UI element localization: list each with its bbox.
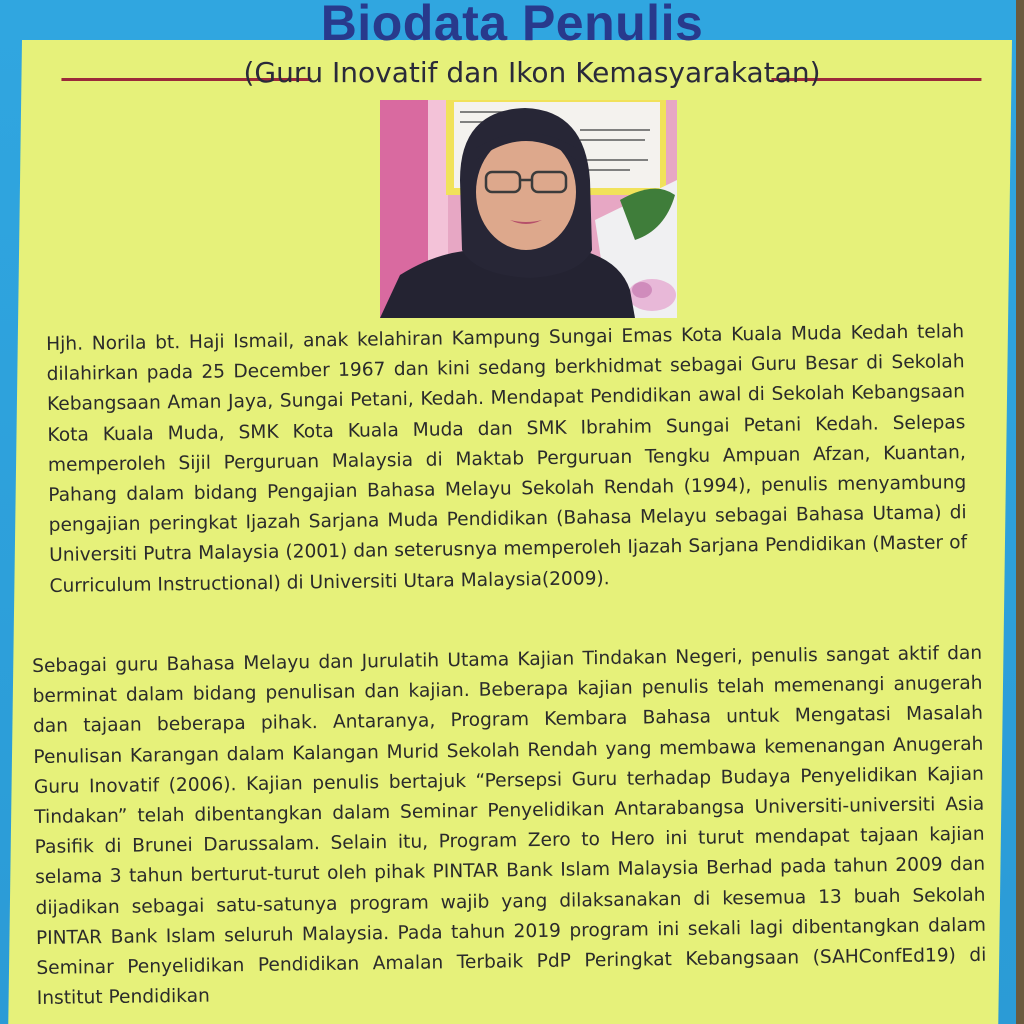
background-edge [1016, 0, 1024, 1024]
portrait-photo-icon [380, 100, 677, 318]
page-subtitle: (Guru Inovatif dan Ikon Kemasyarakatan) [243, 56, 821, 89]
biodata-paragraph-1: Hjh. Norila bt. Haji Ismail, anak kelahiran Kampung Sungai Emas Kota Kuala Muda Kedah telah dilahirkan pada 25 December 1967 dan kini sedang berkhidmat sebagai Guru Besar di Sekolah Kebangsaan Aman Jaya, Sungai Petani, Kedah. Mendapat Pendidikan awal di Sekolah Kebangsaan Kota Kuala Muda, SMK Kota Kuala Muda dan SMK Ibrahim Sungai Petani Kedah. Selepas memperoleh Sijil Perguruan Malaysia di Maktab Perguruan Tengku Ampuan Afzan, Kuantan, Pahang dalam bidang Pengajian Bahasa Melayu Sekolah Rendah (1994), penulis menyambung pengajian peringkat Ijazah Sarjana Muda Pendidikan (Bahasa Melayu sebagai Bahasa Utama) di Universiti Putra Malaysia (2001) dan seterusnya memperoleh Ijazah Sarjana Pendidikan (Master of Curriculum Instructional) di Universiti Utara Malaysia(2009). [46, 321, 968, 597]
author-photo [380, 100, 677, 318]
page-title: Biodata Penulis [320, 0, 704, 51]
biodata-paragraph-2: Sebagai guru Bahasa Melayu dan Jurulatih Utama Kajian Tindakan Negeri, penulis sangat aktif dan berminat dalam bidang penulisan dan kajian. Beberapa kajian penulis telah memenangi anugerah dan tajaan beberapa pihak. Antaranya, Program Kembara Bahasa untuk Mengatasi Masalah Penulisan Karangan dalam Kalangan Murid Sekolah Rendah yang membawa kemenangan Anugerah Guru Inovatif (2006). Kajian penulis bertajuk “Persepsi Guru terhadap Budaya Penyelidikan Kajian Tindakan” telah dibentangkan dalam Seminar Penyelidikan Antarabangsa Universiti-universiti Asia Pasifik di Brunei Darussalam. Selain itu, Program Zero to Hero ini turut mendapat tajaan kajian selama 3 tahun berturut-turut oleh pihak PINTAR Bank Islam Malaysia Berhad pada tahun 2009 dan dijadikan sebagai satu-satunya program wajib yang dilaksanakan di kesemua 13 buah Sekolah PINTAR Bank Islam seluruh Malaysia. Pada tahun 2019 program ini sekali lagi dibentangkan dalam Seminar Penyelidikan Pendidikan Amalan Terbaik PdP Peringkat Kebangsaan (SAHConfEd19) di Institut Pendidikan [32, 642, 987, 1010]
